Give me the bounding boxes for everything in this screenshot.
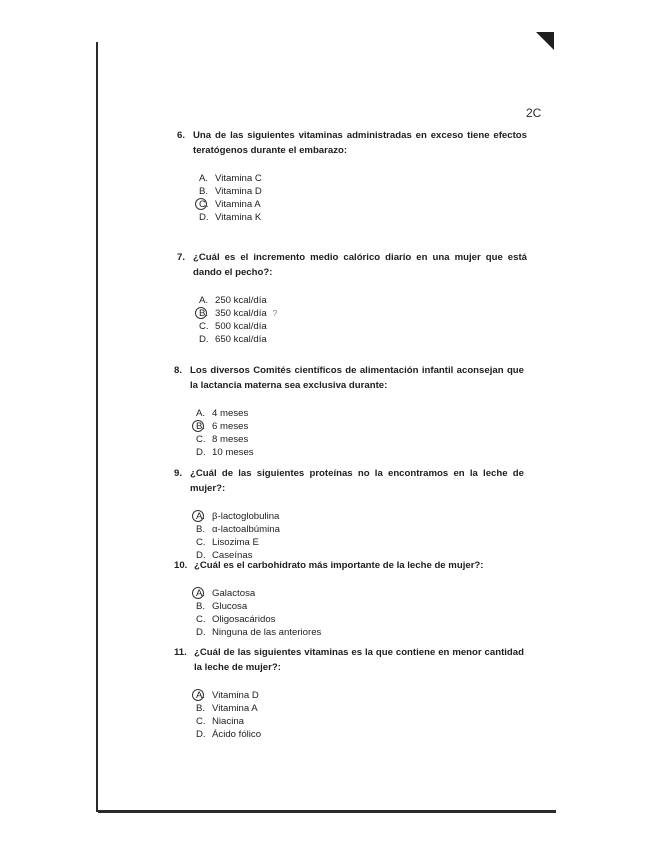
question-text: Una de las siguientes vitaminas administradas en exceso tiene efectos teratógenos durante el embarazo: <box>193 130 527 156</box>
question-number: 7. <box>177 252 186 263</box>
option-a[interactable]: A. Vitamina D <box>196 689 524 702</box>
question-number: 9. <box>174 468 183 479</box>
option-a[interactable]: A. 4 meses <box>196 408 249 419</box>
selected-answer-circle <box>192 510 204 522</box>
option-d[interactable]: D. Vitamina K <box>199 212 262 223</box>
option-b[interactable]: B. Glucosa <box>196 601 248 612</box>
selected-answer-circle <box>195 307 207 319</box>
question-number: 11. <box>174 647 187 658</box>
option-d[interactable]: D. Ácido fólico <box>196 729 262 740</box>
answer-options <box>196 587 524 639</box>
scan-bottom-edge <box>98 810 556 813</box>
answer-options <box>199 172 527 224</box>
scan-corner-mark <box>536 32 554 50</box>
scan-left-edge <box>96 42 98 812</box>
option-a[interactable]: A. 250 kcal/día <box>199 295 267 306</box>
option-d[interactable]: D. 10 meses <box>196 447 254 458</box>
option-d[interactable]: D. Caseínas <box>196 550 253 561</box>
option-c[interactable]: C. Vitamina A <box>199 198 527 211</box>
question-number: 6. <box>177 130 186 141</box>
option-b[interactable]: B. α-lactoalbúmina <box>196 524 280 535</box>
option-a[interactable]: A. Galactosa <box>196 587 524 600</box>
option-b[interactable]: B. Vitamina A <box>196 703 258 714</box>
question-text: ¿Cuál de las siguientes vitaminas es la que contiene en menor cantidad la leche de mujer?: <box>194 647 524 673</box>
answer-options <box>199 294 527 346</box>
answer-options <box>196 407 524 459</box>
option-b[interactable]: B. 6 meses <box>196 420 524 433</box>
option-c[interactable]: C. Oligosacáridos <box>196 614 276 625</box>
option-a[interactable]: A. Vitamina C <box>199 173 262 184</box>
selected-answer-circle <box>192 420 204 432</box>
option-d[interactable]: D. 650 kcal/día <box>199 334 267 345</box>
question-9 <box>174 466 524 562</box>
question-11 <box>174 645 524 741</box>
option-c[interactable]: C. 8 meses <box>196 434 249 445</box>
option-b[interactable]: B. 350 kcal/día ? <box>199 307 527 320</box>
question-text: Los diversos Comités científicos de alimentación infantil aconsejan que la lactancia materna sea exclusiva durante: <box>190 365 524 391</box>
question-6 <box>177 128 527 224</box>
option-c[interactable]: C. 500 kcal/día <box>199 321 267 332</box>
answer-options <box>196 510 524 562</box>
option-a[interactable]: A. β-lactoglobulina <box>196 510 524 523</box>
option-d[interactable]: D. Ninguna de las anteriores <box>196 627 322 638</box>
question-8 <box>174 363 524 459</box>
handwritten-question-mark: ? <box>272 309 278 318</box>
selected-answer-circle <box>192 689 204 701</box>
option-c[interactable]: C. Lisozima E <box>196 537 259 548</box>
question-number: 10. <box>174 560 188 571</box>
answer-options <box>196 689 524 741</box>
question-10 <box>174 558 524 639</box>
question-text: ¿Cuál es el carbohidrato más importante de la leche de mujer?: <box>194 560 484 571</box>
page-number: 2C <box>526 106 542 120</box>
question-number: 8. <box>174 365 183 376</box>
question-text: ¿Cuál de las siguientes proteínas no la encontramos en la leche de mujer?: <box>190 468 524 494</box>
selected-answer-circle <box>195 198 207 210</box>
question-text: ¿Cuál es el incremento medio calórico diario en una mujer que está dando el pecho?: <box>193 252 527 278</box>
option-c[interactable]: C. Niacina <box>196 716 244 727</box>
option-b[interactable]: B. Vitamina D <box>199 186 262 197</box>
selected-answer-circle <box>192 587 204 599</box>
question-7 <box>177 250 527 346</box>
